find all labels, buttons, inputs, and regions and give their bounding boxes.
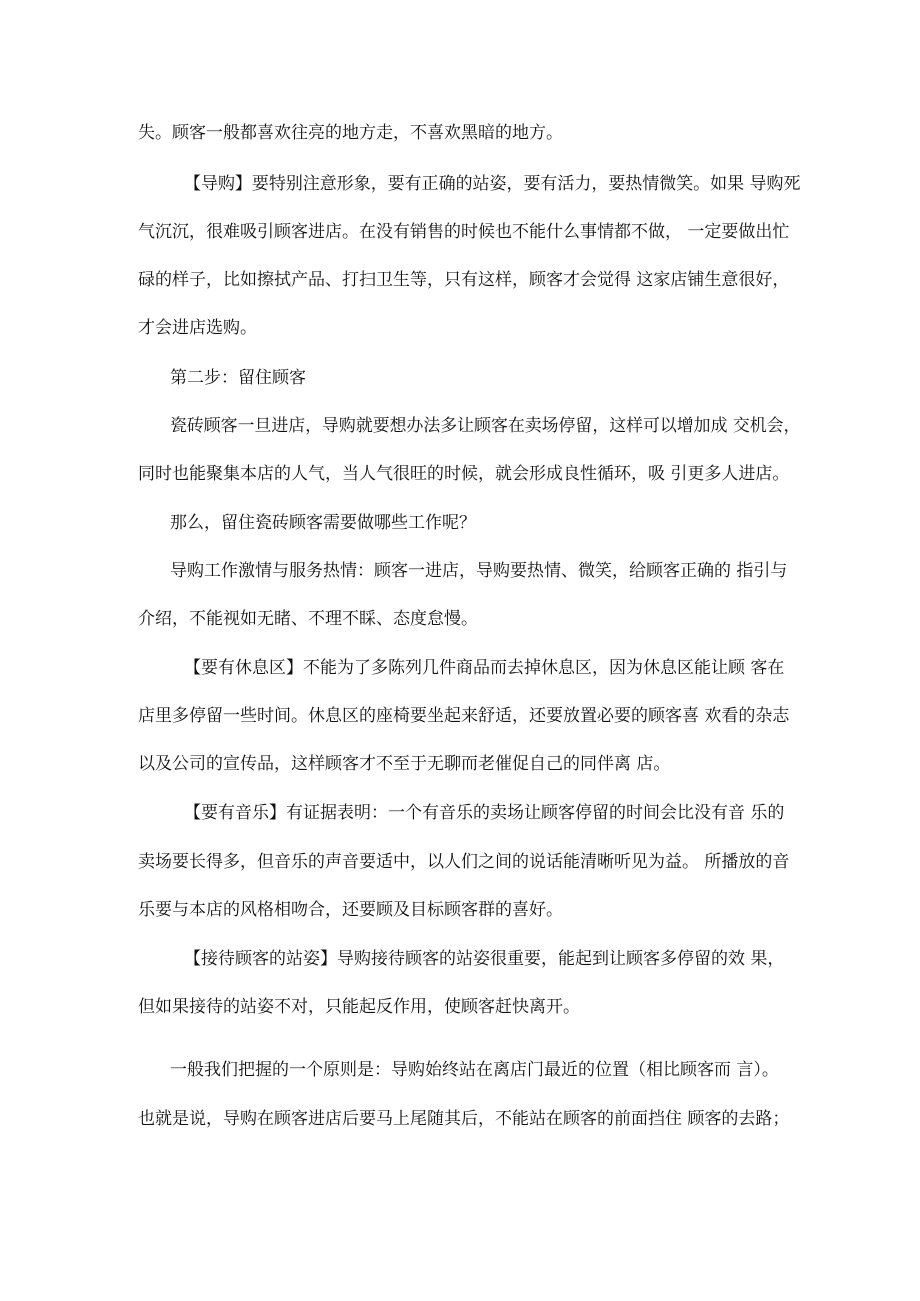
section-heading: 第二步：留住顾客 — [170, 368, 306, 388]
text-line: 也就是说，导购在顾客进店后要马上尾随其后，不能站在顾客的前面挡住 顾客的去路； — [138, 1109, 790, 1129]
text-line: 介绍，不能视如无睹、不理不睬、态度怠慢。 — [138, 609, 478, 629]
text-line: 碌的样子，比如擦拭产品、打扫卫生等，只有这样，顾客才会觉得 这家店铺生意很好， — [138, 270, 790, 290]
text-line: 乐要与本店的风格相吻合，还要顾及目标顾客群的喜好。 — [138, 900, 563, 920]
text-line: 以及公司的宣传品，这样顾客才不至于无聊而老催促自己的同伴离 店。 — [138, 754, 671, 774]
text-line: 同时也能聚集本店的人气，当人气很旺的时候，就会形成良性循环，吸 引更多人进店。 — [138, 464, 790, 484]
text-line: 气沉沉，很难吸引顾客进店。在没有销售的时候也不能什么事情都不做， 一定要做出忙 — [138, 222, 790, 242]
text-line: 【要有音乐】有证据表明：一个有音乐的卖场让顾客停留的时间会比没有音 乐的 — [184, 803, 785, 823]
text-line: 一般我们把握的一个原则是：导购始终站在离店门最近的位置（相比顾客而 言）。 — [170, 1060, 779, 1080]
text-line: 【接待顾客的站姿】导购接待顾客的站姿很重要，能起到让顾客多停留的效 果， — [184, 949, 785, 969]
text-line: 【要有休息区】不能为了多陈列几件商品而去掉休息区，因为休息区能让顾 客在 — [184, 658, 785, 678]
text-line: 店里多停留一些时间。休息区的座椅要坐起来舒适，还要放置必要的顾客喜 欢看的杂志 — [138, 706, 790, 726]
text-line: 那么，留住瓷砖顾客需要做哪些工作呢？ — [170, 513, 476, 533]
text-line: 瓷砖顾客一旦进店，导购就要想办法多让顾客在卖场停留，这样可以增加成 交机会， — [170, 416, 801, 436]
text-line: 但如果接待的站姿不对，只能起反作用，使顾客赶快离开。 — [138, 997, 580, 1017]
text-line: 卖场要长得多，但音乐的声音要适中，以人们之间的说话能清晰听见为益。 所播放的音 — [138, 852, 790, 872]
text-line: 【导购】要特别注意形象，要有正确的站姿，要有活力，要热情微笑。如果 导购死 — [184, 174, 801, 194]
text-line: 导购工作激情与服务热情：顾客一进店，导购要热情、微笑，给顾客正确的 指引与 — [170, 561, 788, 581]
text-line: 才会进店选购。 — [138, 318, 257, 338]
text-line: 失。顾客一般都喜欢往亮的地方走，不喜欢黑暗的地方。 — [138, 123, 563, 143]
